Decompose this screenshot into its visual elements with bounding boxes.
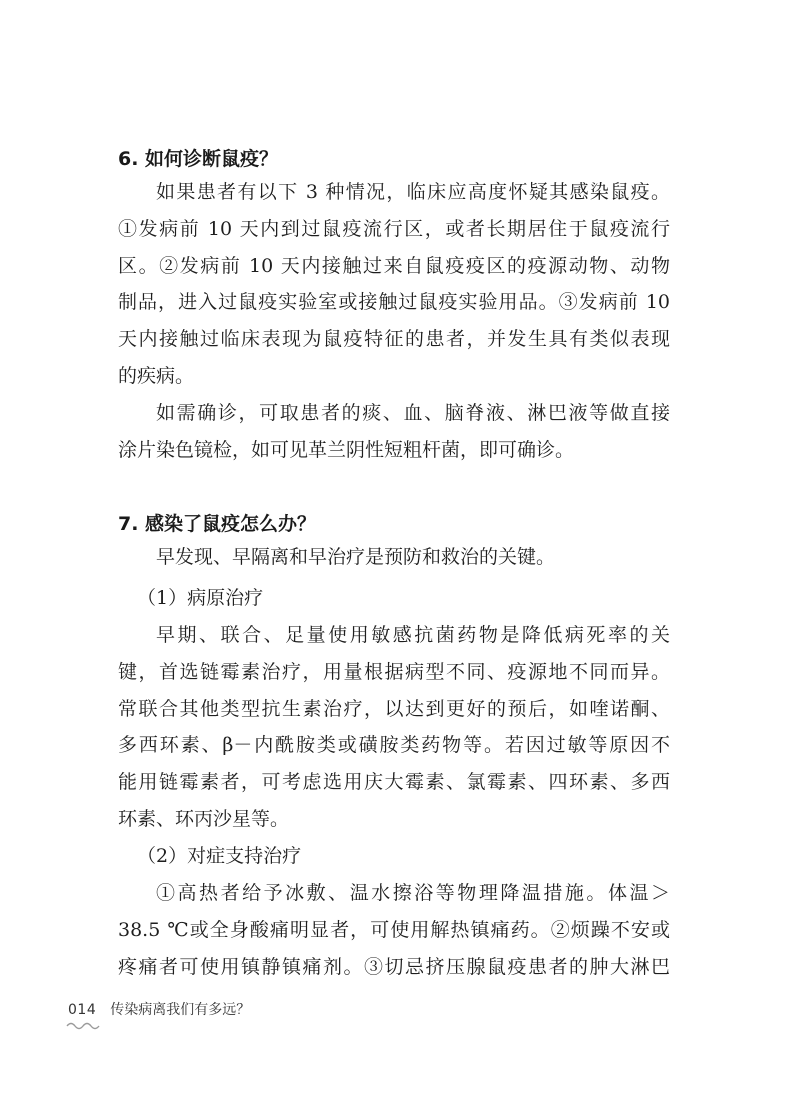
text-line: 多西环素、β－内酰胺类或磺胺类药物等。若因过敏等原因不	[118, 734, 670, 757]
text-line: 如需确诊，可取患者的痰、血、脑脊液、淋巴液等做直接	[156, 402, 670, 424]
text-line: ①高热者给予冰敷、温水擦浴等物理降温措施。体温＞	[156, 882, 670, 904]
text-line: （1）病原治疗	[137, 587, 264, 609]
text-line: 常联合其他类型抗生素治疗，以达到更好的预后，如喹诺酮、	[118, 697, 670, 720]
text-line: 区。②发病前 10 天内接触过来自鼠疫疫区的疫源动物、动物	[118, 254, 670, 277]
text-line: 天内接触过临床表现为鼠疫特征的患者，并发生具有类似表现	[118, 328, 670, 351]
subsection-1-title	[118, 580, 670, 617]
subsection-2-title	[118, 838, 670, 875]
wave-ornament-icon	[66, 1020, 100, 1030]
section-7-heading: 7. 感染了鼠疫怎么办？	[118, 513, 317, 535]
section-6-paragraph-2	[118, 395, 670, 469]
text-line: （2）对症支持治疗	[137, 845, 302, 867]
page-footer	[68, 1000, 250, 1020]
section-6-heading: 6. 如何诊断鼠疫？	[118, 148, 279, 170]
section-7-intro	[118, 539, 670, 576]
wave-ornament-path	[67, 1024, 99, 1029]
section-6-paragraph-1	[118, 174, 670, 395]
text-line: 的疾病。	[118, 364, 195, 387]
subsection-2-paragraph	[118, 875, 670, 985]
text-line: 涂片染色镜检，如可见革兰阴性短粗杆菌，即可确诊。	[118, 438, 575, 461]
page-number: 014	[68, 1002, 97, 1018]
running-book-title: 传染病离我们有多远？	[110, 1002, 251, 1018]
text-line: 环素、环丙沙星等。	[118, 807, 290, 830]
text-line: 制品，进入过鼠疫实验室或接触过鼠疫实验用品。③发病前 10	[118, 291, 670, 314]
text-line: 如果患者有以下 3 种情况，临床应高度怀疑其感染鼠疫。	[156, 181, 670, 203]
text-line: 38.5 ℃或全身酸痛明显者，可使用解热镇痛药。②烦躁不安或	[118, 918, 670, 941]
text-line: 能用链霉素者，可考虑选用庆大霉素、氯霉素、四环素、多西	[118, 771, 670, 794]
text-line: 键，首选链霉素治疗，用量根据病型不同、疫源地不同而异。	[118, 660, 670, 683]
subsection-1-paragraph	[118, 617, 670, 838]
text-line: 早发现、早隔离和早治疗是预防和救治的关键。	[156, 546, 556, 568]
text-line: 早期、联合、足量使用敏感抗菌药物是降低病死率的关	[156, 624, 670, 646]
text-line: ①发病前 10 天内到过鼠疫流行区，或者长期居住于鼠疫流行	[118, 217, 670, 240]
text-line: 疼痛者可使用镇静镇痛剂。③切忌挤压腺鼠疫患者的肿大淋巴	[118, 955, 670, 978]
